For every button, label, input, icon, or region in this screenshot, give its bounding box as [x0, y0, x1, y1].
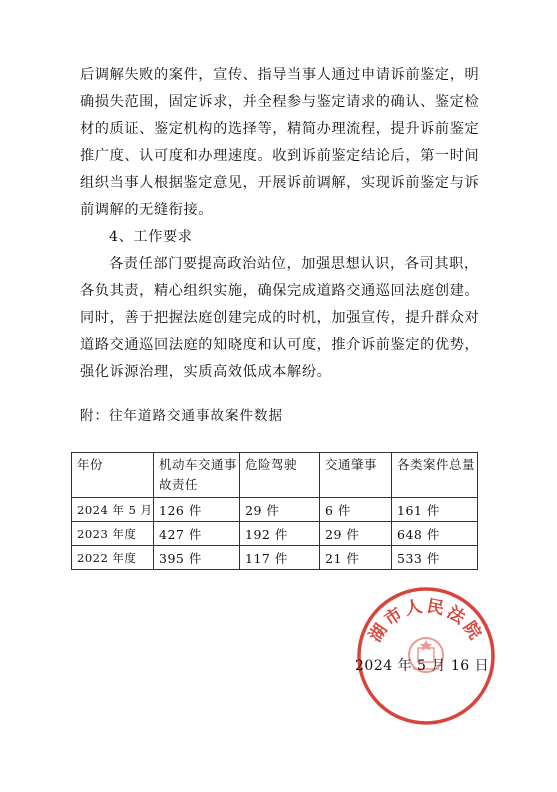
- table-cell: 395 件: [154, 546, 240, 570]
- table-row: [72, 522, 478, 546]
- header-year: 年份: [72, 453, 154, 498]
- table-cell: 192 件: [240, 522, 320, 546]
- case-data-table: [71, 452, 478, 570]
- table-cell: 533 件: [392, 546, 478, 570]
- section-heading-work-requirements: 4、工作要求: [109, 229, 193, 245]
- table-cell: 117 件: [240, 546, 320, 570]
- document-body: [80, 62, 486, 386]
- table-cell: 2022 年度: [72, 546, 154, 570]
- table-cell: 2024 年 5 月: [72, 498, 154, 522]
- table-cell: 648 件: [392, 522, 478, 546]
- seal-text-path: 湖市人民法院: [365, 596, 487, 646]
- paragraph-litigation-appraisal: 后调解失败的案件，宣传、指导当事人通过申请诉前鉴定，明确损失范围，固定诉求，并全程参与鉴定请求的确认、鉴定检材的质证、鉴定机构的选择等，精简办理流程，提升诉前鉴定推广度、认可度和办理速度。收到诉前鉴定结论后，第一时间组织当事人根据鉴定意见，开展诉前调解，实现诉前鉴定与诉前调解的无缝衔接。: [80, 67, 480, 218]
- table-row: [72, 498, 478, 522]
- appendix-title: 附：往年道路交通事故案件数据: [80, 408, 283, 424]
- table-cell: 6 件: [320, 498, 392, 522]
- header-traffic-accident: 交通肇事: [320, 453, 392, 498]
- table-cell: 29 件: [320, 522, 392, 546]
- paragraph-work-requirements: 各责任部门要提高政治站位，加强思想认识，各司其职，各负其责，精心组织实施，确保完成道路交通巡回法庭创建。同时，善于把握法庭创建完成的时机，加强宣传，提升群众对道路交通巡回法庭的知晓度和认可度，推介诉前鉴定的优势，强化诉源治理，实质高效低成本解纷。: [80, 256, 480, 380]
- table-cell: 161 件: [392, 498, 478, 522]
- signature-date: 2024 年 5 月 16 日: [355, 658, 490, 674]
- table-cell: 21 件: [320, 546, 392, 570]
- table-row: [72, 546, 478, 570]
- table-cell: 29 件: [240, 498, 320, 522]
- table-cell: 126 件: [154, 498, 240, 522]
- header-total-cases: 各类案件总量: [392, 453, 478, 498]
- table-header-row: [72, 453, 478, 498]
- table-cell: 2023 年度: [72, 522, 154, 546]
- table-cell: 427 件: [154, 522, 240, 546]
- header-dangerous-driving: 危险驾驶: [240, 453, 320, 498]
- header-motor-vehicle: 机动车交通事故责任: [154, 453, 240, 498]
